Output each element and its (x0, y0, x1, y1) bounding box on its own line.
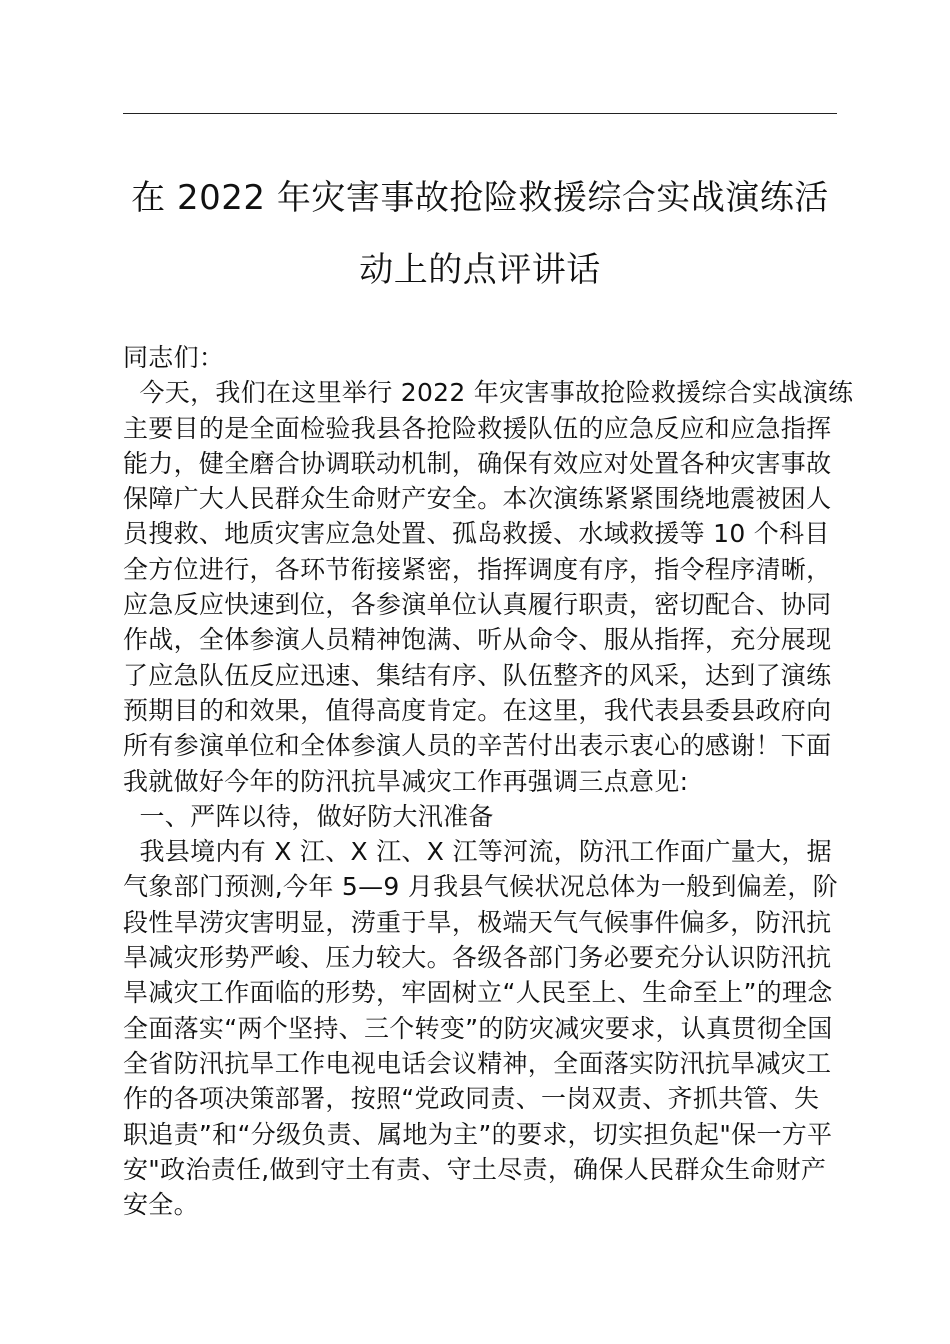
section-heading: 一、严阵以待，做好防大汛准备 (123, 801, 494, 831)
body-line: 主要目的是全面检验我县各抢险救援队伍的应急反应和应急指挥 (123, 413, 832, 443)
document-title-line-2: 动上的点评讲话 (359, 250, 601, 290)
body-line: 全方位进行，各环节衔接紧密，指挥调度有序，指令程序清晰， (123, 554, 832, 584)
body-line: 预期目的和效果，值得高度肯定。在这里，我代表县委县政府向 (123, 695, 832, 725)
body-line: 作的各项决策部署，按照“党政同责、一岗双责、齐抓共管、失 (123, 1084, 820, 1114)
body-line: 所有参演单位和全体参演人员的辛苦付出表示衷心的感谢！下面 (123, 731, 832, 761)
body-line: 气象部门预测,今年 5—9 月我县气候状况总体为一般到偏差，阶 (123, 872, 838, 902)
body-line: 能力，健全磨合协调联动机制，确保有效应对处置各种灾害事故 (123, 448, 832, 478)
header-rule (123, 113, 837, 114)
body-line: 旱减灾工作面临的形势，牢固树立“人民至上、生命至上”的理念 (123, 978, 833, 1008)
body-line: 了应急队伍反应迅速、集结有序、队伍整齐的风采，达到了演练 (123, 660, 832, 690)
body-line: 作战，全体参演人员精神饱满、听从命令、服从指挥，充分展现 (123, 625, 832, 655)
body-line: 安全。 (123, 1190, 199, 1220)
body-line: 旱减灾形势严峻、压力较大。各级各部门务必要充分认识防汛抗 (123, 943, 832, 973)
body-line: 段性旱涝灾害明显，涝重于旱，极端天气气候事件偏多，防汛抗 (123, 907, 832, 937)
salutation: 同志们： (123, 343, 225, 372)
body-line: 安"政治责任,做到守土有责、守土尽责，确保人民群众生命财产 (123, 1154, 827, 1184)
body-line: 我县境内有 X 江、X 江、X 江等河流，防汛工作面广量大，据 (123, 837, 832, 867)
body-line: 保障广大人民群众生命财产安全。本次演练紧紧围绕地震被困人 (123, 484, 832, 514)
body-line: 职追责”和“分级负责、属地为主”的要求，切实担负起"保一方平 (123, 1119, 833, 1149)
body-line: 应急反应快速到位，各参演单位认真履行职责，密切配合、协同 (123, 590, 832, 620)
body-line: 我就做好今年的防汛抗旱减灾工作再强调三点意见: (123, 766, 689, 796)
body-line: 全面落实“两个坚持、三个转变”的防灾减灾要求，认真贯彻全国 (123, 1013, 833, 1043)
document-title-line-1: 在 2022 年灾害事故抢险救援综合实战演练活 (131, 178, 829, 218)
body-line: 员搜救、地质灾害应急处置、孤岛救援、水域救援等 10 个科目 (123, 519, 830, 549)
body-line: 今天，我们在这里举行 2022 年灾害事故抢险救援综合实战演练 (123, 378, 854, 408)
document-body (123, 340, 854, 1222)
body-line: 全省防汛抗旱工作电视电话会议精神，全面落实防汛抗旱减灾工 (123, 1048, 832, 1078)
